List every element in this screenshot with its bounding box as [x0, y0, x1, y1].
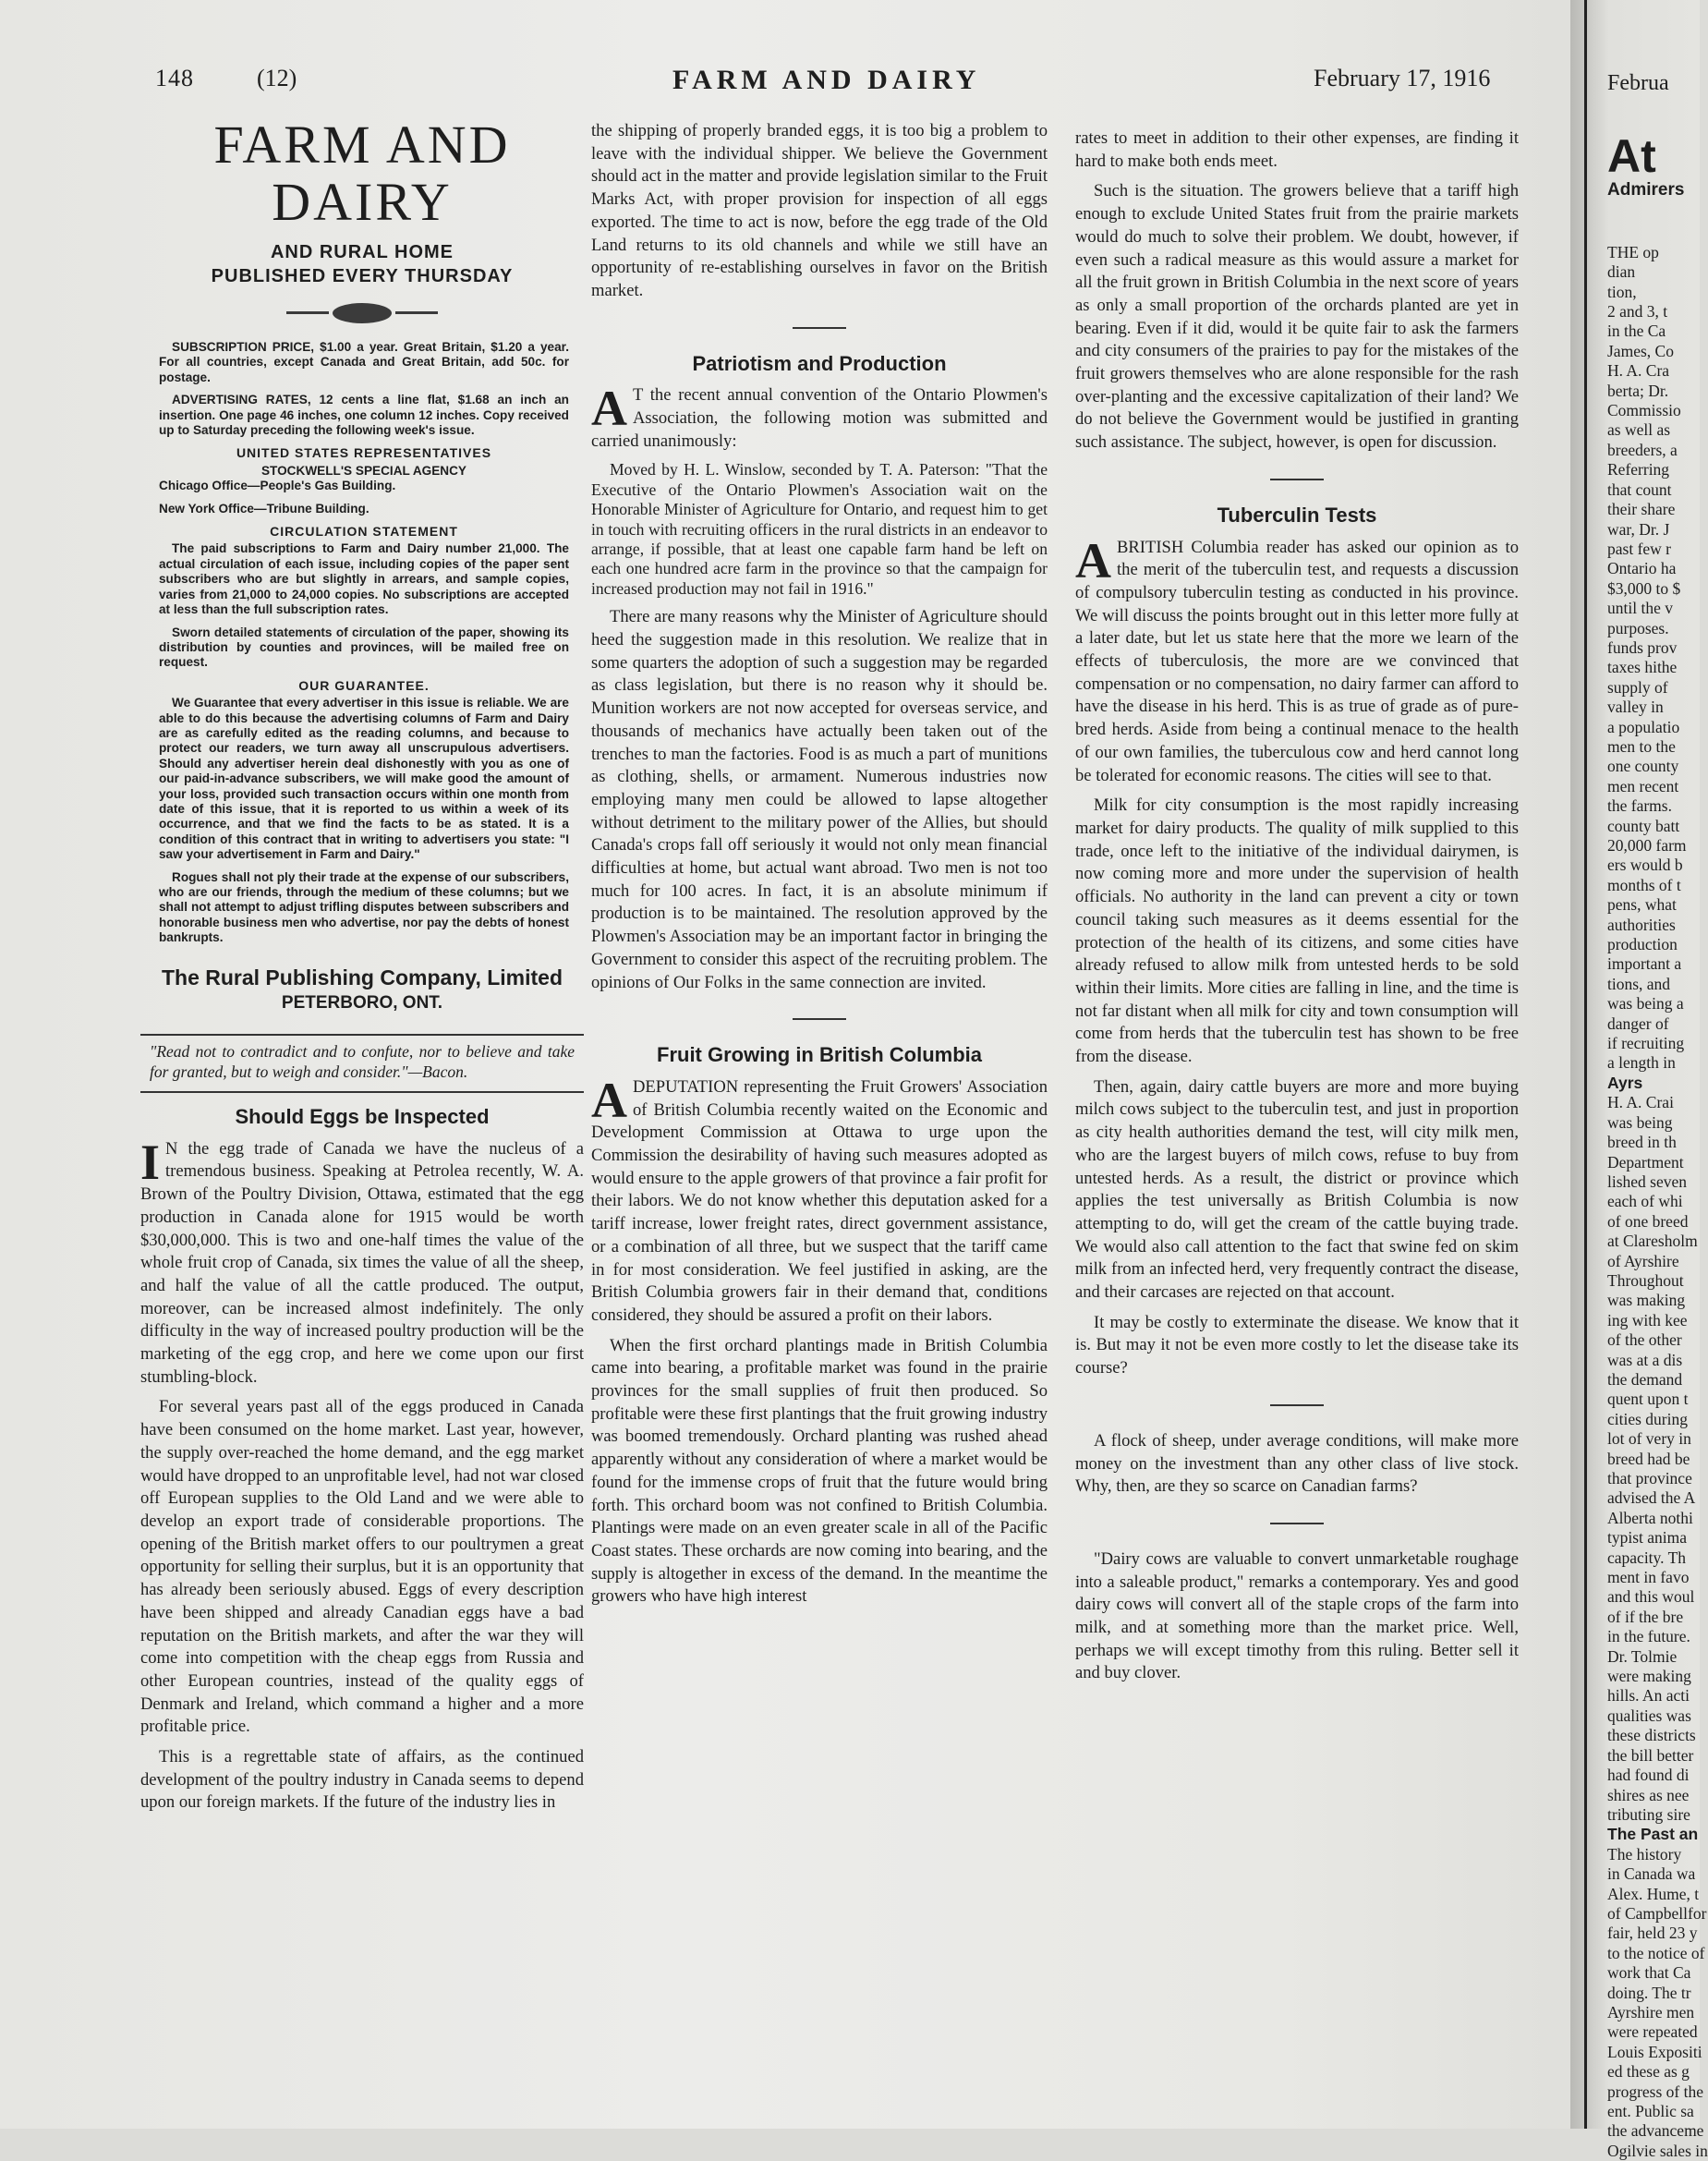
facing-page-line: that province: [1607, 1469, 1692, 1487]
publisher-name: The Rural Publishing Company, Limited: [161, 965, 563, 989]
divider: [793, 327, 846, 329]
issue-date: February 17, 1916: [1314, 65, 1491, 91]
masthead-subtitle-1: AND RURAL HOME: [270, 242, 454, 262]
facing-page-line: doing. The tr: [1607, 1983, 1691, 2002]
facing-page-line: their share: [1607, 500, 1676, 519]
facing-page-date: Februa: [1607, 71, 1669, 95]
facing-page-line: the advanceme: [1607, 2121, 1704, 2141]
facing-page-line: THE op: [1607, 242, 1659, 261]
facing-page-line: typist anima: [1607, 1528, 1688, 1548]
facing-page-line: capacity. Th: [1607, 1548, 1687, 1567]
article-paragraph: When the first orchard plantings made in British Columbia came into bearing, a profitable market was found in the prairie provinces for the small supplies of fruit then produced. So profitable were these first plantings that the fruit growing industry was boomed tremendously. Orchard planting was rushed ahead apparently without any consideration of where a market would be found for the immense crops of fruit that the future would bring forth. This orchard boom was not confined to British Columbia. Plantings were made on an even greater scale in all of the Pacific Coast states. These orchards are now coming into bearing, and the supply is altogether in excess of the demand. In the meantime the growers who have high interest: [591, 1335, 1048, 1607]
page-number: 148: [155, 65, 194, 91]
facing-page-line: tions, and: [1607, 974, 1671, 993]
facing-page-line: ing with kee: [1607, 1310, 1688, 1329]
facing-page-line: The history: [1607, 1844, 1682, 1864]
facing-page-line: hills. An acti: [1607, 1686, 1690, 1706]
facing-page-line: $3,000 to $: [1607, 578, 1681, 598]
facing-page-line: breed had be: [1607, 1449, 1690, 1468]
facing-page-line: was being a: [1607, 994, 1684, 1014]
facing-page-line: until the v: [1607, 599, 1673, 618]
facing-page-line: pens, what: [1607, 895, 1677, 915]
us-reps-heading: UNITED STATES REPRESENTATIVES: [236, 445, 492, 461]
facing-page-line: tributing sire: [1607, 1804, 1690, 1824]
facing-page-line: berta; Dr.: [1607, 381, 1669, 400]
facing-page-line: were repeated: [1607, 2022, 1698, 2042]
subscription-info: SUBSCRIPTION PRICE, $1.00 a year. Great Britain, $1.20 a year. For all countries, except Canada and Great Britain, add 50c. for postage.: [159, 340, 569, 384]
article-title-fruit: Fruit Growing in British Columbia: [657, 1043, 982, 1067]
page-spine: [1584, 0, 1587, 2129]
divider: [140, 1091, 584, 1093]
facing-page-line: as well as: [1607, 420, 1671, 440]
facing-page-line: dian: [1607, 262, 1636, 282]
facing-page-line: of the other: [1607, 1330, 1682, 1350]
publication-info: [159, 340, 569, 946]
facing-page-line: 20,000 farm: [1607, 836, 1687, 855]
facing-page-line: of Campbellfor: [1607, 1903, 1707, 1923]
facing-page-line: of one breed: [1607, 1211, 1689, 1231]
divider: [1270, 1523, 1324, 1524]
facing-page-line: was making: [1607, 1291, 1686, 1310]
masthead-title: FARM AND DAIRY: [213, 115, 511, 232]
divider: [793, 1018, 846, 1020]
facing-page-line: Referring: [1607, 460, 1670, 480]
facing-page-line: that count: [1607, 480, 1672, 499]
facing-page-line: at Claresholm: [1607, 1232, 1698, 1251]
article-paragraph: There are many reasons why the Minister of Agriculture should heed the suggestion made in this resolution. We realize that in some quarters the adoption of such a suggestion may be regarded as class legislation, but there is no reason why it should be. Munition workers are not now accepted for overseas service, and thousands of mechanics have actually been taken out of the trenches to man the factories. Food is as much a part of munitions as clothing, shells, or armament. Numerous industries now employing many men could be allowed to lapse altogether without detriment to the military power of the Allies, but should Canada's crops fall off seriously it would not only mean financial difficulties at home, but actual want abroad. Two men is not too much for 100 acres. In fact, it is an absolute minimum if production is to be maintained. The resolution approved by the Plowmen's Association may be an important factor in bringing the Government to consider this aspect of the recruiting problem. The opinions of Our Folks in the same connection are invited.: [591, 607, 1048, 992]
facing-page-line: men recent: [1607, 776, 1679, 795]
facing-page-line: advised the A: [1607, 1488, 1696, 1508]
circulation-text-1: The paid subscriptions to Farm and Dairy number 21,000. The actual circulation of each issue, including copies of the paper sent subscribers who are but slightly in arrears, and sample copies, varies from 21,000 to 24,000 copies. No subscriptions are accepted at less than the full subscription rates.: [159, 541, 569, 617]
facing-page-line: progress of the: [1607, 2082, 1704, 2101]
facing-page-line: a length in: [1607, 1053, 1676, 1073]
facing-page-line: men to the: [1607, 736, 1676, 756]
facing-page-line: Department: [1607, 1152, 1684, 1172]
publisher-location: PETERBORO, ONT.: [281, 993, 443, 1014]
facing-page-line: in Canada wa: [1607, 1864, 1696, 1884]
article-paragraph: ADEPUTATION representing the Fruit Growers' Association of British Columbia recently waited on the Economic and Development Commission at Ottawa to urge upon the Commission the desirability of having such measures adopted as would ensure to the apple growers of that province a fair profit for their labors. We do not know whether this deputation asked for a tariff increase, lower freight rates, direct government assistance, or a combination of all three, but we suspect that the tariff came in for most consideration. We feel justified in asking, are the British Columbia growers fair in their demand that, conditions considered, they should be assured a profit on their labors.: [591, 1072, 1048, 1325]
facing-page-line: a populatio: [1607, 717, 1680, 736]
article-paragraph: For several years past all of the eggs produced in Canada have been consumed on the home market. Last year, however, the supply over-reached the home demand, and the egg market would have dropped to an unprofitable level, had not war closed off European supplies to the Old Land and we were able to develop an export trade of considerable proportions. The opening of the British market offers to our poultrymen a great opportunity for selling their surplus, but it is an opportunity that has already been seriously abused. Eggs of every description have been shipped and already Canadian eggs have a bad reputation on the British markets, and after the war they will come into competition with the cheap eggs from Russia and other European countries, instead of the quality eggs of Denmark and Ireland, which command a higher and a more profitable price.: [140, 1397, 584, 1737]
article-paragraph: This is a regrettable state of affairs, as the continued development of the poultry industry in Canada seems to depend upon our foreign markets. If the future of the industry lies in: [140, 1747, 584, 1813]
facing-page-lines: [1607, 243, 1700, 1074]
facing-page-line: fair, held 23 y: [1607, 1924, 1698, 1943]
facing-page-line: months of t: [1607, 875, 1681, 894]
facing-page-line: Throughout: [1607, 1270, 1684, 1290]
facing-page-line: danger of: [1607, 1014, 1669, 1033]
facing-page-line: county batt: [1607, 816, 1680, 835]
motion-text: Moved by H. L. Winslow, seconded by T. A. Paterson: "That the Executive of the Ontario Plowmen's Association wait on the Honorable Minister of Agriculture for Ontario, and request him to get in touch with recruiting officers in the rural districts in an endeavor to arrange, if possible, that at least one capable farm hand be left on each one hundred acre farm in the province so that the campaign for increased production may not fail in 1916.": [591, 460, 1048, 598]
article-paragraph: "Dairy cows are valuable to convert unmarketable roughage into a saleable product," remarks a contemporary. Yes and good dairy cows will convert all of the staple crops of the farm into milk, and at something more than the market price. Well, perhaps we will except timothy from this ruling. Better sell it and buy clover.: [1075, 1548, 1519, 1683]
facing-page-line: of if the bre: [1607, 1607, 1684, 1626]
facing-page-line: were making: [1607, 1667, 1691, 1686]
facing-page-line: breeders, a: [1607, 440, 1678, 459]
article-title-eggs: Should Eggs be Inspected: [235, 1105, 490, 1129]
facing-page-line: shires as nee: [1607, 1785, 1690, 1804]
facing-page-line: quent upon t: [1607, 1390, 1689, 1409]
page-code: (12): [257, 65, 297, 91]
article-paragraph: ABRITISH Columbia reader has asked our opinion as to the merit of the tuberculin test, and requests a discussion of compulsory tuberculin testing as conducted in his province. We will discuss the points brought out in this letter more fully at a later date, but let us state here that the more we learn of the effects of tuberculosis, the more are we convinced that compensation or no compensation, no dairy farmer can afford to have the disease in his herd. This is as true of grade as of pure-bred herds. Aside from being a continual menace to the health of our own families, the tuberculous cow and herd cannot long be tolerated for economic reasons. The cities will see to that.: [1075, 532, 1519, 785]
article-paragraph: It may be costly to exterminate the disease. We know that it is. But may it not be even more costly to let the disease take its course?: [1075, 1312, 1519, 1378]
article-paragraph: AT the recent annual convention of the Ontario Plowmen's Association, the following motion was submitted and carried unanimously:: [591, 381, 1048, 451]
facing-page-line: Louis Expositi: [1607, 2042, 1702, 2061]
us-reps-newyork: New York Office—Tribune Building.: [159, 501, 369, 516]
article-paragraph: rates to meet in addition to their other expenses, are finding it hard to make both ends meet.: [1075, 128, 1519, 171]
facing-page-line: of Ayrshire: [1607, 1251, 1679, 1270]
article-paragraph: A flock of sheep, under average conditions, will make more money on the investment than any other class of live stock. Why, then, are they so scarce on Canadian farms?: [1075, 1430, 1519, 1497]
facing-page-line: ed these as g: [1607, 2062, 1690, 2082]
publisher-block: [140, 966, 584, 1015]
facing-page-line: in the Ca: [1607, 322, 1666, 341]
divider: [140, 1034, 584, 1036]
facing-page-line: lot of very in: [1607, 1429, 1691, 1449]
guarantee-text-1: We Guarantee that every advertiser in this issue is reliable. We are able to do this because the advertising columns of Farm and Dairy are as carefully edited as the reading columns, and because to protect our readers, we turn away all unscrupulous advertisers. Should any advertiser herein deal dishonestly with you as one of our paid-in-advance subscribers, we will make good the amount of your loss, provided such transaction occurs within one month from date of this issue, that it is reported to us within a week of its occurrence, and that we find the facts to be as stated. It is a condition of this contract that in writing to advertisers you state: "I saw your advertisement in Farm and Dairy.": [159, 696, 569, 862]
facing-page-line: authorities: [1607, 915, 1676, 934]
facing-page-line: these districts: [1607, 1726, 1696, 1745]
facing-page-line: Dr. Tolmie: [1607, 1646, 1678, 1666]
facing-page-fragment: [1607, 71, 1708, 2160]
facing-page-line: tion,: [1607, 282, 1637, 301]
facing-page-line: ers would b: [1607, 856, 1683, 875]
facing-page-line: cities during: [1607, 1409, 1688, 1428]
bacon-quote: "Read not to contradict and to confute, nor to believe and take for granted, but to weigh and consider."—Bacon.: [150, 1042, 575, 1082]
article-paragraph: the shipping of properly branded eggs, it is too big a problem to leave with the individual shipper. We believe the Government should act in the matter and provide legislation similar to the Fruit Marks Act, with proper provision for inspection of all eggs exported. The time to act is now, before the egg trade of the Old Land returns to its old channels and while we still have an opportunity of re-establishing ourselves in favor on the British market.: [591, 121, 1048, 300]
facing-page-line: ment in favo: [1607, 1568, 1690, 1587]
facing-page-subhead: The Past an: [1607, 1825, 1699, 1844]
facing-page-line: purposes.: [1607, 618, 1669, 637]
facing-page-subhead: Ayrs: [1607, 1073, 1643, 1092]
facing-page-line: in the future.: [1607, 1627, 1690, 1646]
us-reps-agency: STOCKWELL'S SPECIAL AGENCY: [260, 463, 466, 478]
article-title-tuberculin: Tuberculin Tests: [1217, 503, 1377, 527]
facing-page-line: was at a dis: [1607, 1350, 1683, 1369]
article-title-patriotism: Patriotism and Production: [692, 351, 947, 375]
column-2: [591, 120, 1048, 1609]
facing-page-lines: [1607, 1093, 1700, 1825]
facing-page-line: breed in th: [1607, 1133, 1677, 1152]
decorative-ornament-icon: [333, 303, 392, 323]
facing-page-line: Ayrshire men: [1607, 2002, 1695, 2021]
facing-page-line: and this woul: [1607, 1587, 1695, 1607]
column-1: [140, 109, 584, 1815]
facing-page-line: Alex. Hume, t: [1607, 1884, 1700, 1903]
facing-page-line: had found di: [1607, 1766, 1690, 1785]
facing-page-line: ent. Public sa: [1607, 2102, 1694, 2120]
facing-page-line: Ogilvie sales in: [1607, 2141, 1708, 2160]
advertising-info: ADVERTISING RATES, 12 cents a line flat, $1.68 an inch an insertion. One page 46 inches, one column 12 inches. Copy received up to Saturday preceding the following week's issue.: [159, 393, 569, 438]
facing-page-lines: [1607, 1844, 1708, 2161]
facing-page-line: the farms.: [1607, 796, 1672, 816]
facing-page-line: H. A. Cra: [1607, 361, 1670, 381]
facing-page-line: if recruiting: [1607, 1034, 1685, 1053]
facing-page-line: each of whi: [1607, 1192, 1683, 1211]
facing-page-line: Alberta nothi: [1607, 1508, 1693, 1527]
facing-page-line: the demand: [1607, 1369, 1683, 1389]
facing-page-line: funds prov: [1607, 637, 1678, 657]
facing-page-line: lished seven: [1607, 1172, 1688, 1191]
facing-page-line: war, Dr. J: [1607, 519, 1670, 539]
facing-page-line: valley in: [1607, 698, 1664, 717]
facing-page-line: H. A. Crai: [1607, 1093, 1674, 1112]
article-paragraph: Then, again, dairy cattle buyers are more and more buying milch cows subject to the tuberculin test, and just in proportion as city health authorities demand the test, will city milk men, who are the largest buyers of milch cows, refuse to buy from untested herds. As a result, the district or province which applies the test universally as British Columbia is now attempting to do, will get the cream of the cattle buying trade. We would also call attention to the fact that swine fed on skim milk from an infected herd, very frequently contract the disease, and their carcases are rejected on that account.: [1075, 1076, 1519, 1303]
article-paragraph: Milk for city consumption is the most rapidly increasing market for dairy products. The quality of milk supplied to this trade, once left to the initiative of the individual dairymen, is now coming more and more under the supervision of health officials. No authority in the land can prevent a city or town council taking such measures as it deems essential for the protection of the health of its citizens, and some cities have already refused to allow milk from untested herds to be sold within their limits. More cities are falling in line, and the time is not far distant when all milk for city and town consumption will come from herds that the tuberculin test has shown to be free from the disease.: [1075, 795, 1519, 1067]
facing-page-line: supply of: [1607, 677, 1668, 697]
facing-page-line: Commissio: [1607, 401, 1681, 420]
facing-page-line: 2 and 3, t: [1607, 302, 1668, 322]
facing-page-line: qualities was: [1607, 1706, 1691, 1725]
guarantee-heading: OUR GUARANTEE.: [298, 677, 430, 693]
column-3: [1075, 127, 1519, 1685]
facing-page-line: Ontario ha: [1607, 559, 1677, 578]
facing-page-line: taxes hithe: [1607, 658, 1678, 677]
facing-page-line: important a: [1607, 954, 1682, 974]
guarantee-text-2: Rogues shall not ply their trade at the expense of our subscribers, who are our friends, through the medium of these columns; but we shall not attempt to adjust trifling disputes between subscribers and honorable business men who advertise, nor pay the debts of honest bankrupts.: [159, 869, 569, 945]
article-paragraph: Such is the situation. The growers believe that a tariff high enough to exclude United States fruit from the prairie markets would do much to solve their problem. We doubt, however, if even such a radical measure as this would assure a market for all the fruit grown in British Columbia in the next score of years as only a small proportion of the orchards planted are yet in bearing. Even if it did, would it be quite fair to ask the farmers and city consumers of the prairies to pay for the mistakes of the fruit growers themselves who are alone responsible for the rash over-planting and the excessive capitalization of their land? We do not believe the Government would be justified in granting such assistance. The subject, however, is open for discussion.: [1075, 181, 1519, 453]
facing-page-line: the bill better: [1607, 1745, 1694, 1765]
facing-page-title: At: [1607, 130, 1656, 183]
facing-page-line: work that Ca: [1607, 1963, 1691, 1983]
divider: [1270, 1404, 1324, 1406]
running-header-title: FARM AND DAIRY: [672, 65, 981, 95]
facing-page-line: to the notice of: [1607, 1943, 1705, 1962]
facing-page-line: past few r: [1607, 539, 1672, 558]
article-paragraph: IN the egg trade of Canada we have the nucleus of a tremendous business. Speaking at Petrolea recently, W. A. Brown of the Poultry Division, Ottawa, estimated that the egg production in Canada alone for 1915 would be worth $30,000,000. This is two and one-half times the value of the whole fruit crop of Canada, six times the value of all the sheep, and half the value of all the cattle produced. The output, moreover, can be increased almost indefinitely. The only difficulty in the way of increased poultry production will be the marketing of the egg crop, and here we come upon our first stumbling-block.: [140, 1134, 584, 1387]
circulation-heading: CIRCULATION STATEMENT: [270, 524, 458, 540]
facing-page-subtitle: Admirers: [1607, 180, 1685, 200]
us-reps-chicago: Chicago Office—People's Gas Building.: [159, 479, 396, 493]
masthead-subtitle-2: PUBLISHED EVERY THURSDAY: [211, 266, 514, 286]
facing-page-line: one county: [1607, 757, 1679, 776]
facing-page-line: production: [1607, 935, 1678, 954]
facing-page-line: James, Co: [1607, 341, 1674, 360]
facing-page-line: was being: [1607, 1112, 1673, 1132]
divider: [1270, 479, 1324, 480]
circulation-text-2: Sworn detailed statements of circulation of the paper, showing its distribution by counties and provinces, will be mailed free on request.: [159, 625, 569, 670]
